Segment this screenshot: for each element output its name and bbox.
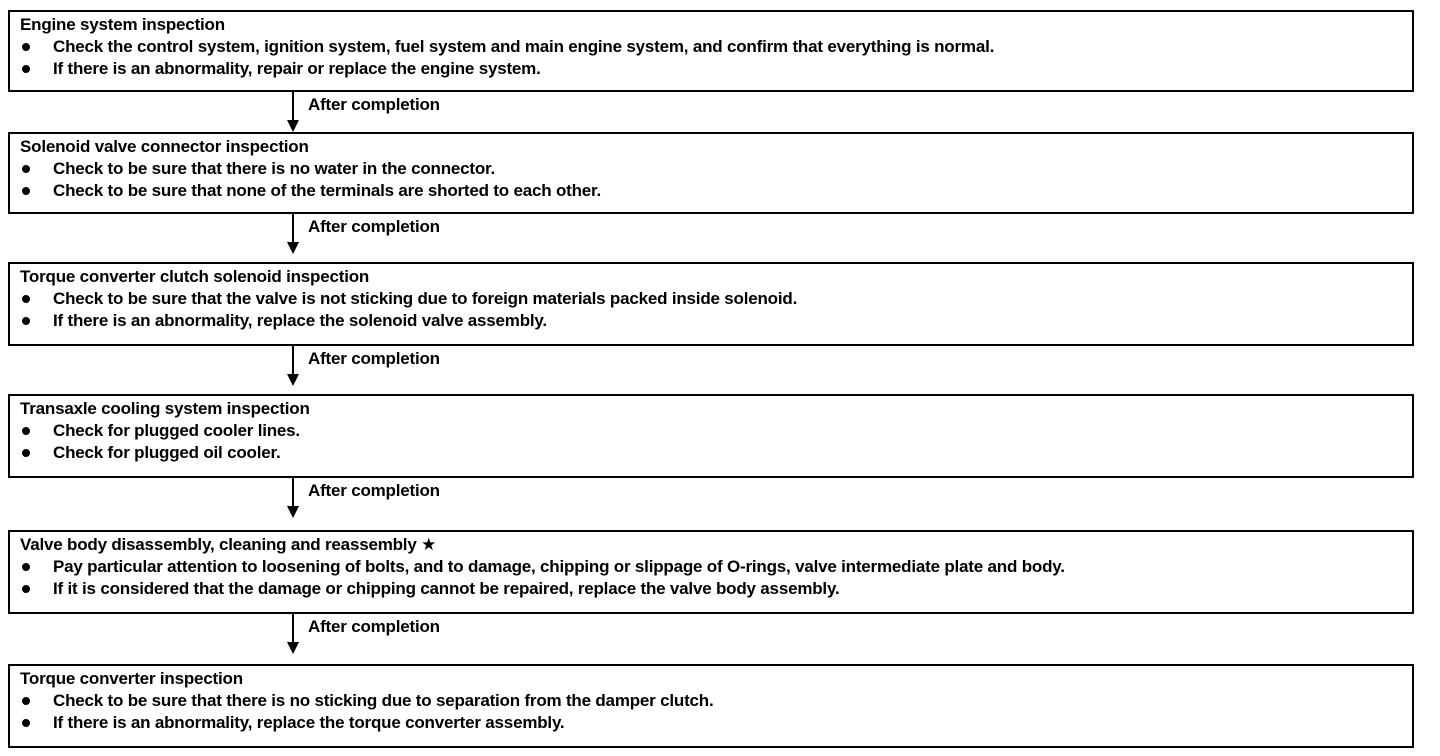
- bullet-list: [20, 158, 1404, 202]
- bullet-list: [20, 690, 1404, 734]
- step-title: Torque converter inspection: [20, 669, 243, 688]
- arrow-down-icon: [287, 642, 299, 654]
- step-title: Torque converter clutch solenoid inspection: [20, 267, 370, 286]
- bullet-icon: [22, 427, 30, 435]
- bullet-item: [20, 158, 1404, 180]
- bullet-text: Check to be sure that there is no water in the connector.: [53, 159, 496, 178]
- step-box-solenoid-valve-connector-inspection: [8, 132, 1414, 214]
- bullet-icon: [22, 317, 30, 325]
- bullet-item: [20, 556, 1404, 578]
- connector-label: After completion: [308, 481, 440, 500]
- bullet-list: [20, 36, 1404, 80]
- connector-label: After completion: [308, 349, 440, 368]
- bullet-item: [20, 310, 1404, 332]
- bullet-list: [20, 556, 1404, 600]
- step-box-torque-converter-inspection: [8, 664, 1414, 748]
- arrow-down-icon: [287, 374, 299, 386]
- step-title: Solenoid valve connector inspection: [20, 137, 309, 156]
- bullet-item: [20, 442, 1404, 464]
- connector-line: [292, 92, 294, 122]
- bullet-icon: [22, 719, 30, 727]
- arrow-down-icon: [287, 506, 299, 518]
- bullet-icon: [22, 585, 30, 593]
- bullet-icon: [22, 187, 30, 195]
- bullet-item: [20, 690, 1404, 712]
- bullet-text: Check to be sure that there is no sticking due to separation from the damper clutch.: [53, 691, 714, 710]
- bullet-text: Check for plugged oil cooler.: [53, 443, 281, 462]
- bullet-text: If there is an abnormality, replace the solenoid valve assembly.: [53, 311, 547, 330]
- bullet-text: Check to be sure that none of the terminals are shorted to each other.: [53, 181, 602, 200]
- connector-label: After completion: [308, 95, 440, 114]
- connector-label: After completion: [308, 617, 440, 636]
- connector-arrow: [286, 614, 486, 654]
- connector-arrow: [286, 478, 486, 518]
- step-box-engine-system-inspection: [8, 10, 1414, 92]
- bullet-item: [20, 288, 1404, 310]
- bullet-text: Pay particular attention to loosening of bolts, and to damage, chipping or slippage of O-rings, valve intermediate plate and body.: [53, 557, 1065, 576]
- arrow-down-icon: [287, 120, 299, 132]
- bullet-item: [20, 578, 1404, 600]
- bullet-icon: [22, 43, 30, 51]
- bullet-text: Check to be sure that the valve is not sticking due to foreign materials packed inside solenoid.: [53, 289, 798, 308]
- connector-line: [292, 214, 294, 244]
- bullet-text: If it is considered that the damage or chipping cannot be repaired, replace the valve body assembly.: [53, 579, 840, 598]
- bullet-icon: [22, 295, 30, 303]
- bullet-icon: [22, 449, 30, 457]
- bullet-icon: [22, 165, 30, 173]
- bullet-item: [20, 180, 1404, 202]
- bullet-text: If there is an abnormality, replace the torque converter assembly.: [53, 713, 565, 732]
- connector-line: [292, 614, 294, 644]
- step-box-torque-converter-clutch-solenoid-inspection: [8, 262, 1414, 346]
- bullet-item: [20, 420, 1404, 442]
- connector-line: [292, 346, 294, 376]
- arrow-down-icon: [287, 242, 299, 254]
- step-box-transaxle-cooling-system-inspection: [8, 394, 1414, 478]
- bullet-icon: [22, 65, 30, 73]
- step-title: Transaxle cooling system inspection: [20, 399, 310, 418]
- bullet-text: Check for plugged cooler lines.: [53, 421, 300, 440]
- connector-line: [292, 478, 294, 508]
- connector-arrow: [286, 92, 486, 132]
- bullet-icon: [22, 563, 30, 571]
- bullet-item: [20, 712, 1404, 734]
- bullet-list: [20, 288, 1404, 332]
- step-title: Valve body disassembly, cleaning and reassembly ★: [20, 535, 437, 554]
- bullet-item: [20, 58, 1404, 80]
- step-title: Engine system inspection: [20, 15, 225, 34]
- bullet-icon: [22, 697, 30, 705]
- bullet-text: Check the control system, ignition system, fuel system and main engine system, and confirm that everything is normal.: [53, 37, 995, 56]
- connector-label: After completion: [308, 217, 440, 236]
- bullet-text: If there is an abnormality, repair or replace the engine system.: [53, 59, 541, 78]
- connector-arrow: [286, 214, 486, 254]
- bullet-item: [20, 36, 1404, 58]
- bullet-list: [20, 420, 1404, 464]
- step-box-valve-body-disassembly: [8, 530, 1414, 614]
- connector-arrow: [286, 346, 486, 386]
